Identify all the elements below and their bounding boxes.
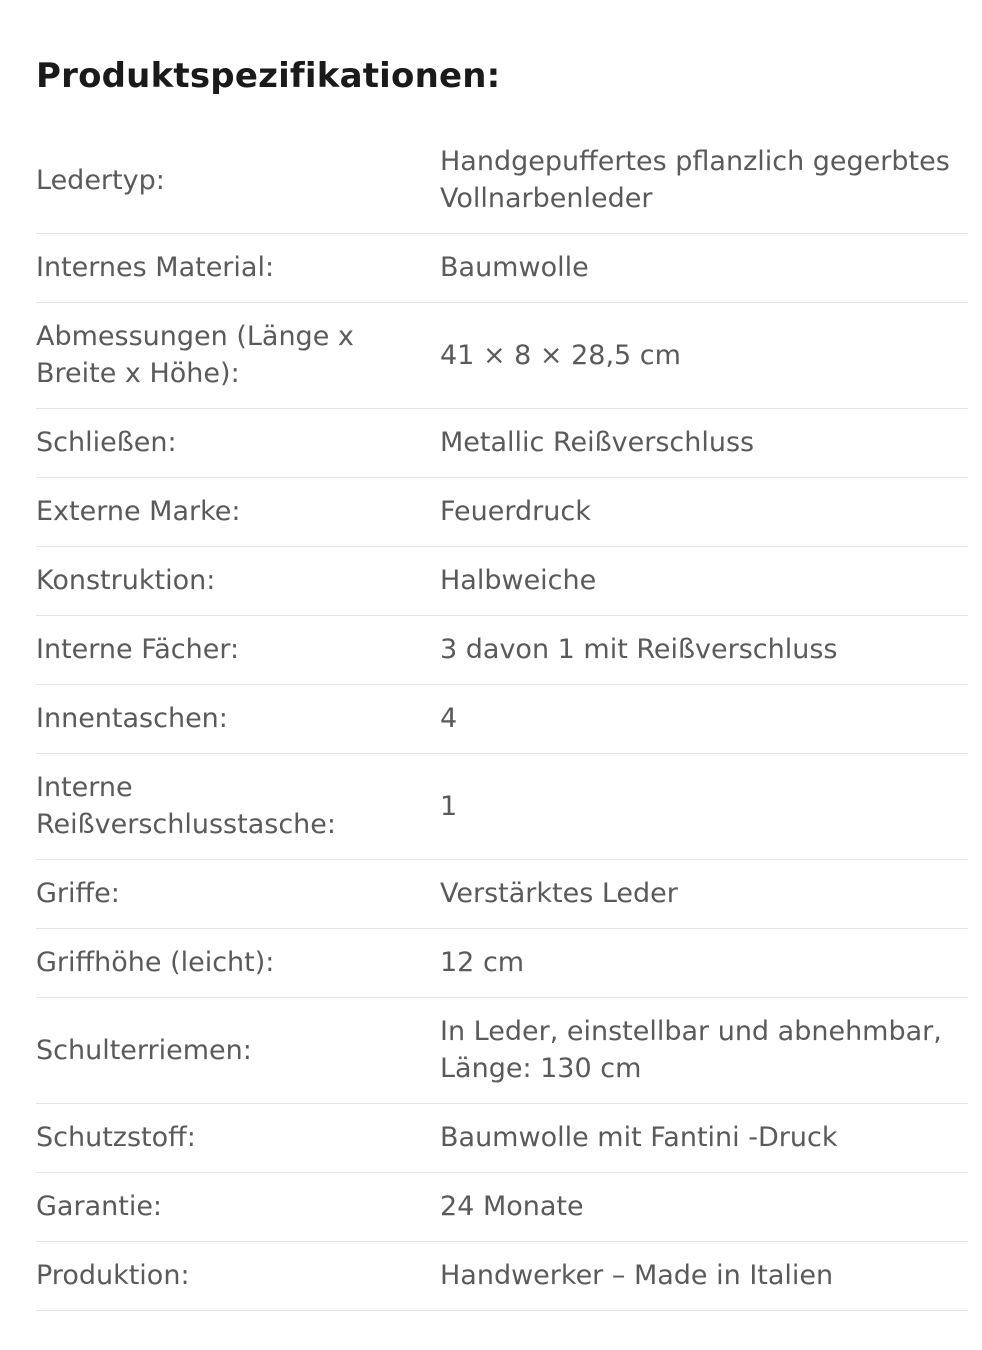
table-row <box>36 754 968 860</box>
spec-value: Baumwolle mit Fantini -Druck <box>440 1122 838 1153</box>
table-row <box>36 998 968 1104</box>
spec-label: Interne Fächer: <box>36 634 240 665</box>
table-row <box>36 128 968 234</box>
spec-value: 41 × 8 × 28,5 cm <box>440 339 681 371</box>
spec-label: Externe Marke: <box>36 496 241 527</box>
spec-value: Halbweiche <box>440 565 597 596</box>
spec-label: Internes Material: <box>36 252 275 283</box>
table-row <box>36 1173 968 1242</box>
spec-value: Baumwolle <box>440 252 589 283</box>
spec-table <box>36 128 968 1311</box>
spec-value: 12 cm <box>440 947 525 978</box>
table-row <box>36 929 968 998</box>
spec-value: 3 davon 1 mit Reißverschluss <box>440 634 838 665</box>
spec-label: Konstruktion: <box>36 565 216 596</box>
spec-label: Griffhöhe (leicht): <box>36 947 275 978</box>
table-row <box>36 234 968 303</box>
spec-value: Verstärktes Leder <box>440 878 678 909</box>
spec-value: Feuerdruck <box>440 496 591 527</box>
table-row <box>36 478 968 547</box>
table-row <box>36 685 968 754</box>
spec-value: Handwerker – Made in Italien <box>440 1260 834 1291</box>
spec-label: Schulterriemen: <box>36 1034 252 1066</box>
table-row <box>36 547 968 616</box>
spec-label: Ledertyp: <box>36 164 165 196</box>
spec-label: Griffe: <box>36 878 120 909</box>
spec-label: Abmessungen (Länge x Breite x Höhe): <box>36 321 354 389</box>
spec-value: In Leder, einstellbar und abnehmbar, Länge: 130 cm <box>440 1016 942 1084</box>
spec-label: Garantie: <box>36 1191 163 1222</box>
table-row <box>36 409 968 478</box>
table-row <box>36 616 968 685</box>
spec-label: Schließen: <box>36 427 177 458</box>
table-row <box>36 1242 968 1311</box>
spec-value: 4 <box>440 703 458 734</box>
spec-value: Metallic Reißverschluss <box>440 427 755 458</box>
spec-value: Handgepuffertes pflanzlich gegerbtes Vollnarbenleder <box>440 146 950 214</box>
spec-label: Produktion: <box>36 1260 190 1291</box>
section-title: Produktspezifikationen: <box>36 56 501 96</box>
table-row <box>36 303 968 409</box>
spec-label: Interne Reißverschlusstasche: <box>36 772 336 840</box>
spec-value: 24 Monate <box>440 1191 584 1222</box>
spec-label: Innentaschen: <box>36 703 228 734</box>
table-row <box>36 1104 968 1173</box>
table-row <box>36 860 968 929</box>
spec-value: 1 <box>440 790 458 822</box>
spec-label: Schutzstoff: <box>36 1122 196 1153</box>
